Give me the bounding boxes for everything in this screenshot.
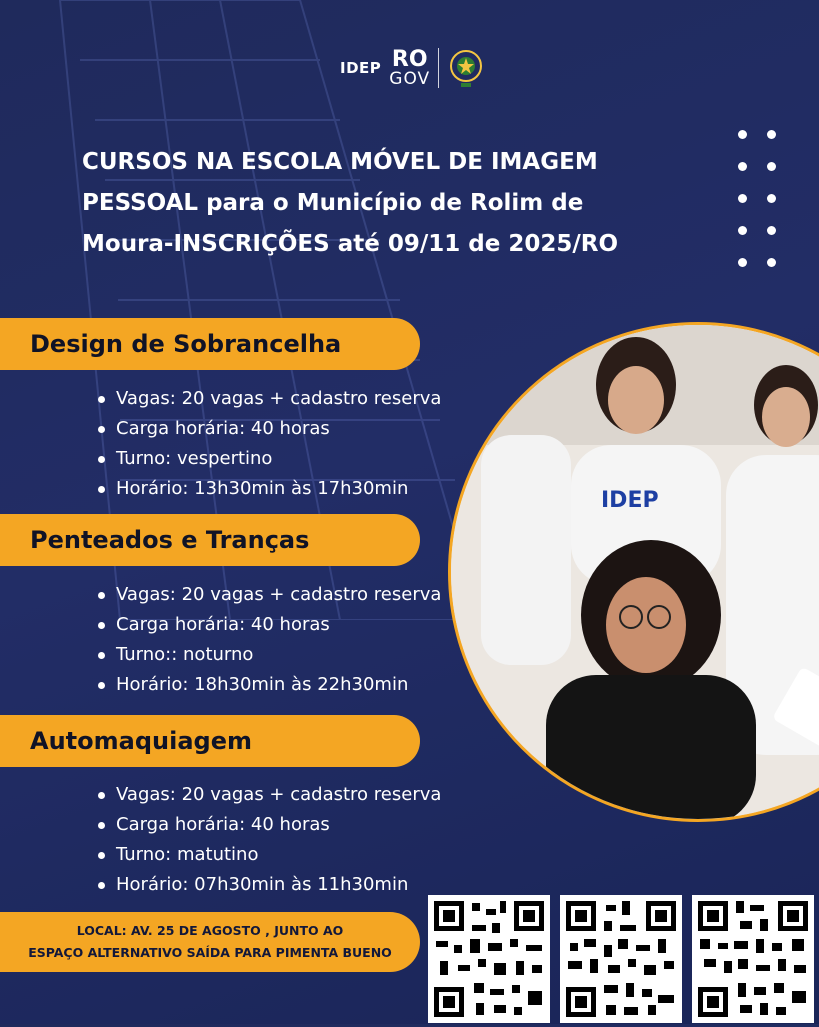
location-banner <box>0 912 420 972</box>
course-detail-horario: Horário: 13h30min às 17h30min <box>96 474 441 504</box>
course-detail-vagas: Vagas: 20 vagas + cadastro reserva <box>96 780 441 810</box>
gov-logo-text: GOV <box>389 68 431 89</box>
idep-logo: IDEP <box>340 59 382 77</box>
course-detail-vagas: Vagas: 20 vagas + cadastro reserva <box>96 384 441 414</box>
logo-divider <box>438 48 439 88</box>
course-detail-carga: Carga horária: 40 horas <box>96 810 441 840</box>
ro-logo-text: RO <box>391 46 428 72</box>
qr-code-icon <box>560 895 682 1023</box>
course-detail-vagas: Vagas: 20 vagas + cadastro reserva <box>96 580 441 610</box>
ro-state-coat-of-arms-icon <box>447 46 485 90</box>
course-detail-horario: Horário: 07h30min às 11h30min <box>96 870 441 900</box>
header-logos <box>340 46 485 90</box>
course-detail-horario: Horário: 18h30min às 22h30min <box>96 670 441 700</box>
ro-gov-logo <box>389 46 431 89</box>
course-detail-carga: Carga horária: 40 horas <box>96 414 441 444</box>
qr-code-icon <box>428 895 550 1023</box>
decorative-dots <box>738 130 776 267</box>
course-detail-turno: Turno:: noturno <box>96 640 441 670</box>
course-detail-turno: Turno: matutino <box>96 840 441 870</box>
course-details-penteados-trancas <box>96 580 441 700</box>
course-title-automaquiagem: Automaquiagem <box>0 715 420 767</box>
course-title-design-sobrancelha: Design de Sobrancelha <box>0 318 420 370</box>
idep-shirt-text: IDEP <box>601 488 659 513</box>
qr-code-2[interactable] <box>560 895 682 1023</box>
course-detail-turno: Turno: vespertino <box>96 444 441 474</box>
course-details-design-sobrancelha <box>96 384 441 504</box>
headline: CURSOS NA ESCOLA MÓVEL DE IMAGEM PESSOAL para o Município de Rolim de Moura-INSCRIÇÕES até 09/11 de 2025/RO <box>82 149 618 257</box>
qr-code-3[interactable] <box>692 895 814 1023</box>
qr-code-1[interactable] <box>428 895 550 1023</box>
location-line-2: ESPAÇO ALTERNATIVO SAÍDA PARA PIMENTA BUENO <box>28 945 392 960</box>
course-title-penteados-trancas: Penteados e Tranças <box>0 514 420 566</box>
course-detail-carga: Carga horária: 40 horas <box>96 610 441 640</box>
course-details-automaquiagem <box>96 780 441 900</box>
location-line-1: LOCAL: AV. 25 DE AGOSTO , JUNTO AO <box>76 923 344 938</box>
qr-code-icon <box>692 895 814 1023</box>
